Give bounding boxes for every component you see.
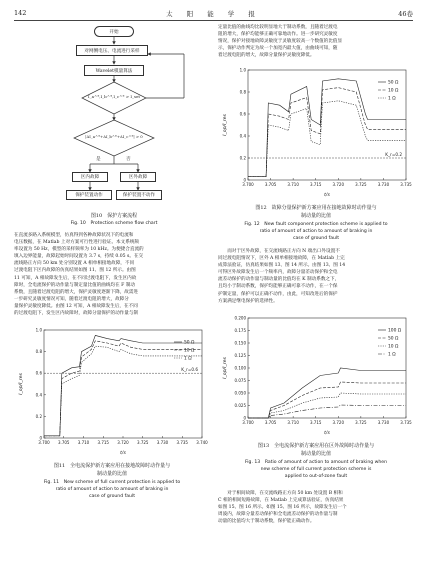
text-line: 示，保护动作判定为故一个加宽内最大值，由曲线可知，随 bbox=[218, 46, 338, 52]
x-tick-label: 3.725 bbox=[137, 440, 149, 445]
flowchart bbox=[14, 24, 214, 232]
x-tick-label: 3.705 bbox=[264, 182, 277, 187]
y-axis-label: I_op/I_res bbox=[223, 357, 228, 379]
fig13-chart bbox=[218, 310, 414, 440]
x-tick-label: 3.705 bbox=[264, 420, 277, 425]
text-line: 过渡电阻下区内故障的仿真结果如图 11、图 12 所示。由图 bbox=[14, 268, 136, 274]
fig11-caption-cn-2: 制动量的比值 bbox=[96, 471, 127, 477]
legend-label: 50 Ω bbox=[388, 80, 399, 86]
y-tick-label: 0.6 bbox=[239, 111, 246, 117]
x-tick-label: 3.730 bbox=[377, 182, 390, 187]
volume-label: 46卷 bbox=[398, 10, 413, 18]
legend-label: 1 Ω bbox=[184, 356, 192, 362]
text-line: 11 可知，A 相故障发生后，在不同过渡电阻下，发生区内故 bbox=[14, 275, 137, 281]
x-tick-label: 3.715 bbox=[309, 420, 322, 425]
threshold-annotation: K_r=0.6 bbox=[181, 367, 198, 373]
y-tick-label: 0.4 bbox=[239, 133, 246, 139]
plot-frame bbox=[44, 330, 202, 438]
fig11-chart bbox=[14, 322, 210, 460]
x-tick-label: 3.735 bbox=[400, 420, 412, 425]
fig13-caption-en-2: new scheme of full current protection scheme is bbox=[260, 467, 372, 472]
y-tick-label: 0 bbox=[39, 435, 42, 441]
text-line: 方案满足继电保护的选择性。 bbox=[218, 298, 278, 304]
plot-frame bbox=[248, 70, 406, 180]
fig12-caption-cn-2: 制动量的比值 bbox=[300, 213, 331, 219]
fc-sample-step: 对网侧电压、电流进行采样 bbox=[76, 45, 148, 56]
text-line: 同过渡电阻情况下，区外 A 相单相接地故障，在 Matlab 上完 bbox=[218, 256, 345, 262]
fc-no-label: 否 bbox=[126, 157, 131, 162]
y-tick-label: 0.8 bbox=[35, 349, 42, 355]
legend-label: 50 Ω bbox=[388, 336, 399, 342]
x-tick-label: 3.725 bbox=[355, 420, 367, 425]
legend-label: 50 Ω bbox=[184, 340, 195, 346]
x-tick-label: 3.710 bbox=[287, 182, 299, 187]
y-axis-label: I_op/I_res bbox=[223, 114, 228, 136]
fc-protect-act: 保护装置动作 bbox=[66, 190, 112, 200]
text-line: 定量比值的曲线均比较明显地大于制动系数，且随着过渡电 bbox=[218, 25, 338, 30]
fc-decision-1: I_a^*,I_b^*,I_c^* > I_set bbox=[87, 94, 141, 99]
text-line: 护制定量，保护可以正确不动作，由此，可知改进后的保护 bbox=[218, 291, 338, 297]
text-line: 而对于区外故障，在交流线路正方向 N 端出口外设置不 bbox=[218, 249, 340, 254]
left-body-text bbox=[14, 232, 210, 317]
series-line bbox=[248, 88, 406, 177]
x-tick-label: 3.725 bbox=[355, 182, 367, 187]
legend-label: 100 Ω bbox=[388, 328, 402, 334]
y-tick-label: 0.4 bbox=[35, 392, 42, 398]
fig10-caption-en: Fig. 10 Protection scheme flow chart bbox=[70, 221, 158, 226]
fc-zone-in: 区内故障 bbox=[72, 172, 108, 182]
fig10-caption-cn: 图10 保护方案流程 bbox=[90, 213, 138, 219]
fig13-caption-en-3: applied to out-of-zone fault bbox=[284, 474, 348, 479]
x-tick-label: 3.705 bbox=[58, 440, 70, 445]
y-tick-label: 0.6 bbox=[35, 370, 42, 376]
plot-frame bbox=[248, 318, 406, 418]
x-tick-label: 3.710 bbox=[77, 440, 90, 445]
fc-yes-label: 是 bbox=[96, 157, 101, 162]
legend-label: 10 Ω bbox=[388, 344, 399, 350]
text-line: 流线路正方向 50 km 处分别设置 A 相单相接地故障，不同 bbox=[14, 261, 135, 267]
text-line: 系数，且随着过渡电阻的增大，保护灵敏度逐渐下降，故需进 bbox=[14, 289, 139, 295]
series-line bbox=[248, 368, 406, 418]
text-line: 电压数据，在 Matlab 上对方案可行性进行验证。本文系统频 bbox=[14, 240, 140, 246]
x-tick-label: 3.730 bbox=[377, 420, 390, 425]
page-header bbox=[14, 8, 413, 21]
right-top-text bbox=[218, 24, 414, 59]
y-tick-label: 0 bbox=[243, 177, 246, 183]
y-tick-label: 0.100 bbox=[234, 365, 246, 371]
legend-label: 1 Ω bbox=[388, 352, 396, 358]
text-line: 且均小于制动系数，保护均能够正确可靠不动作，在一个保 bbox=[218, 284, 338, 290]
y-tick-label: 1.0 bbox=[239, 67, 246, 73]
y-tick-label: 0.200 bbox=[234, 315, 246, 321]
fig12-caption-cn: 图12 故障分量保护新方案应用在接地故障时动作量与 bbox=[255, 205, 377, 211]
text-line: 周波内，故障分量差动保护和全电流差动保护的动作量与制 bbox=[218, 512, 338, 518]
x-tick-label: 3.715 bbox=[309, 182, 322, 187]
series-line bbox=[44, 346, 202, 436]
legend-label: 10 Ω bbox=[184, 348, 195, 354]
fig12-caption-en-1: Fig. 12 New fault component protection scheme is applied to bbox=[244, 222, 388, 227]
text-line: 如图 15、图 16 所示。如图 15、图 16 所示，故障发生后一个 bbox=[218, 505, 347, 511]
y-tick-label: 0.8 bbox=[239, 89, 246, 95]
text-line: 在直流多路入系统模型，仿真得到各种故障状况下的电流和 bbox=[14, 233, 134, 238]
text-line: C 相的相间短路故障，在 Matlab 上完成算法验证，仿真结果 bbox=[218, 498, 344, 504]
x-tick-label: 3.720 bbox=[332, 182, 345, 187]
y-axis-label: I_op/I_res bbox=[19, 373, 24, 395]
x-tick-label: 3.700 bbox=[242, 182, 254, 187]
x-tick-label: 3.735 bbox=[176, 440, 188, 445]
x-tick-label: 3.740 bbox=[196, 440, 208, 445]
x-tick-label: 3.700 bbox=[38, 440, 50, 445]
text-line: 量保护灵敏度降低。由图 12 可知，A 相故障发生后，在不同 bbox=[14, 303, 138, 309]
text-line: 流差动保护的动作量与制动量的比值均在 K 制动系数之下， bbox=[218, 277, 340, 283]
y-tick-label: 0.150 bbox=[234, 340, 246, 346]
fig11-caption-en-2: ratio of amount of action to amount of braking in bbox=[55, 487, 169, 492]
x-tick-label: 3.735 bbox=[400, 182, 412, 187]
text-line: 情况，保护对接地故障灵敏度于灵敏度较高一个数值的比值显 bbox=[218, 39, 343, 45]
text-line: 成算法验证，仿真结果如图 13、图 14 所示。由图 13、图 14 bbox=[218, 263, 346, 269]
y-tick-label: 1.0 bbox=[35, 327, 42, 333]
x-axis-label: t/s bbox=[120, 451, 126, 456]
right-mid-text bbox=[218, 248, 414, 305]
journal-title: 太 阳 能 学 报 bbox=[166, 10, 261, 18]
fig11-caption-en-1: Fig. 11 New scheme of full current protection is applied to bbox=[43, 480, 181, 485]
series-line bbox=[248, 101, 406, 177]
text-line: 着过渡电阻的增大，故障分量保护灵敏度降低。 bbox=[218, 53, 315, 59]
x-axis-label: t/s bbox=[324, 431, 330, 436]
x-axis-label: t/s bbox=[324, 193, 330, 198]
fc-decision-2: |ΔI_a^*+ΔI_b^*+ΔI_c^*| > 0 bbox=[85, 134, 143, 139]
fig13-caption-en-1: Fig. 13 Ratio of amount of action to amount of braking when bbox=[244, 460, 388, 465]
fc-protect-noact: 保护装置不动作 bbox=[116, 190, 162, 200]
y-tick-label: 0.2 bbox=[239, 155, 246, 161]
x-tick-label: 3.710 bbox=[287, 420, 299, 425]
text-line: 率设置为 50 Hz，模型的采样频率为 10 kHz。为便捷合直流的 bbox=[14, 247, 144, 253]
x-tick-label: 3.700 bbox=[242, 420, 254, 425]
y-tick-label: 0.075 bbox=[234, 378, 246, 383]
legend-label: 10 Ω bbox=[388, 88, 399, 94]
text-line: 动量的比值均大于制动系数，保护能正确动作。 bbox=[218, 519, 315, 525]
right-bottom-text bbox=[218, 490, 414, 525]
fc-wavelet-step: Wavelet模量算法 bbox=[84, 65, 144, 76]
text-line: 对于相间故障，在交流线路正方向 50 km 处设置 B 相和 bbox=[218, 491, 343, 496]
fig11-caption-cn: 图11 全电流保护新方案应用在接地故障时动作量与 bbox=[53, 463, 171, 469]
fc-start: 开始 bbox=[94, 26, 134, 37]
fig12-caption-en-3: case of ground fault bbox=[292, 236, 340, 241]
x-tick-label: 3.715 bbox=[97, 440, 109, 445]
fig12-caption-en-2: ratio of amount of action to amount of braking in bbox=[259, 229, 373, 234]
y-tick-label: 0.175 bbox=[234, 328, 246, 333]
series-line bbox=[248, 405, 406, 418]
y-tick-label: 0.025 bbox=[234, 403, 246, 408]
text-line: 障时，全电流保护的动作量与制定量比值的曲线均在 F 制动 bbox=[14, 282, 135, 288]
y-tick-label: 0.050 bbox=[234, 390, 246, 396]
threshold-annotation: K_r=0.2 bbox=[385, 152, 402, 157]
x-tick-label: 3.720 bbox=[117, 440, 129, 445]
fig13-caption-cn: 图13 全电流保护新方案应用在区外故障时动作量与 bbox=[257, 443, 375, 449]
x-tick-label: 3.730 bbox=[156, 440, 169, 445]
text-line: 一步研究灵敏度情况可知，随着过渡电阻的增大，故障分 bbox=[14, 296, 129, 302]
series-line bbox=[44, 341, 202, 436]
fig11-caption-en-3: case of ground fault bbox=[88, 494, 136, 499]
text-line: 阻的增大，保护均能够正确可靠地动作。进一步研究灵敏度 bbox=[218, 32, 338, 38]
fig12-chart bbox=[218, 62, 414, 202]
text-line: 可得区外故障发生后一个频率内，故障分量差动保护和全电 bbox=[218, 270, 338, 276]
fig13-caption-cn-2: 制动量的比值 bbox=[300, 451, 331, 457]
fc-zone-out: 区外故障 bbox=[120, 172, 156, 182]
y-tick-label: 0.2 bbox=[35, 413, 42, 419]
text-line: 填入边界能量，故障起始时间设置为 3.7 s，持续 0.05 s。在交 bbox=[14, 254, 144, 260]
x-tick-label: 3.720 bbox=[332, 420, 345, 425]
series-line bbox=[248, 79, 406, 177]
y-tick-label: 0.125 bbox=[234, 353, 246, 358]
text-line: 的过渡电阻下，发生区内故障时，故障分量保护的动作量与制 bbox=[14, 311, 139, 317]
page-number: 142 bbox=[14, 9, 27, 17]
legend-label: 1 Ω bbox=[388, 96, 396, 102]
y-tick-label: 0 bbox=[243, 415, 246, 421]
